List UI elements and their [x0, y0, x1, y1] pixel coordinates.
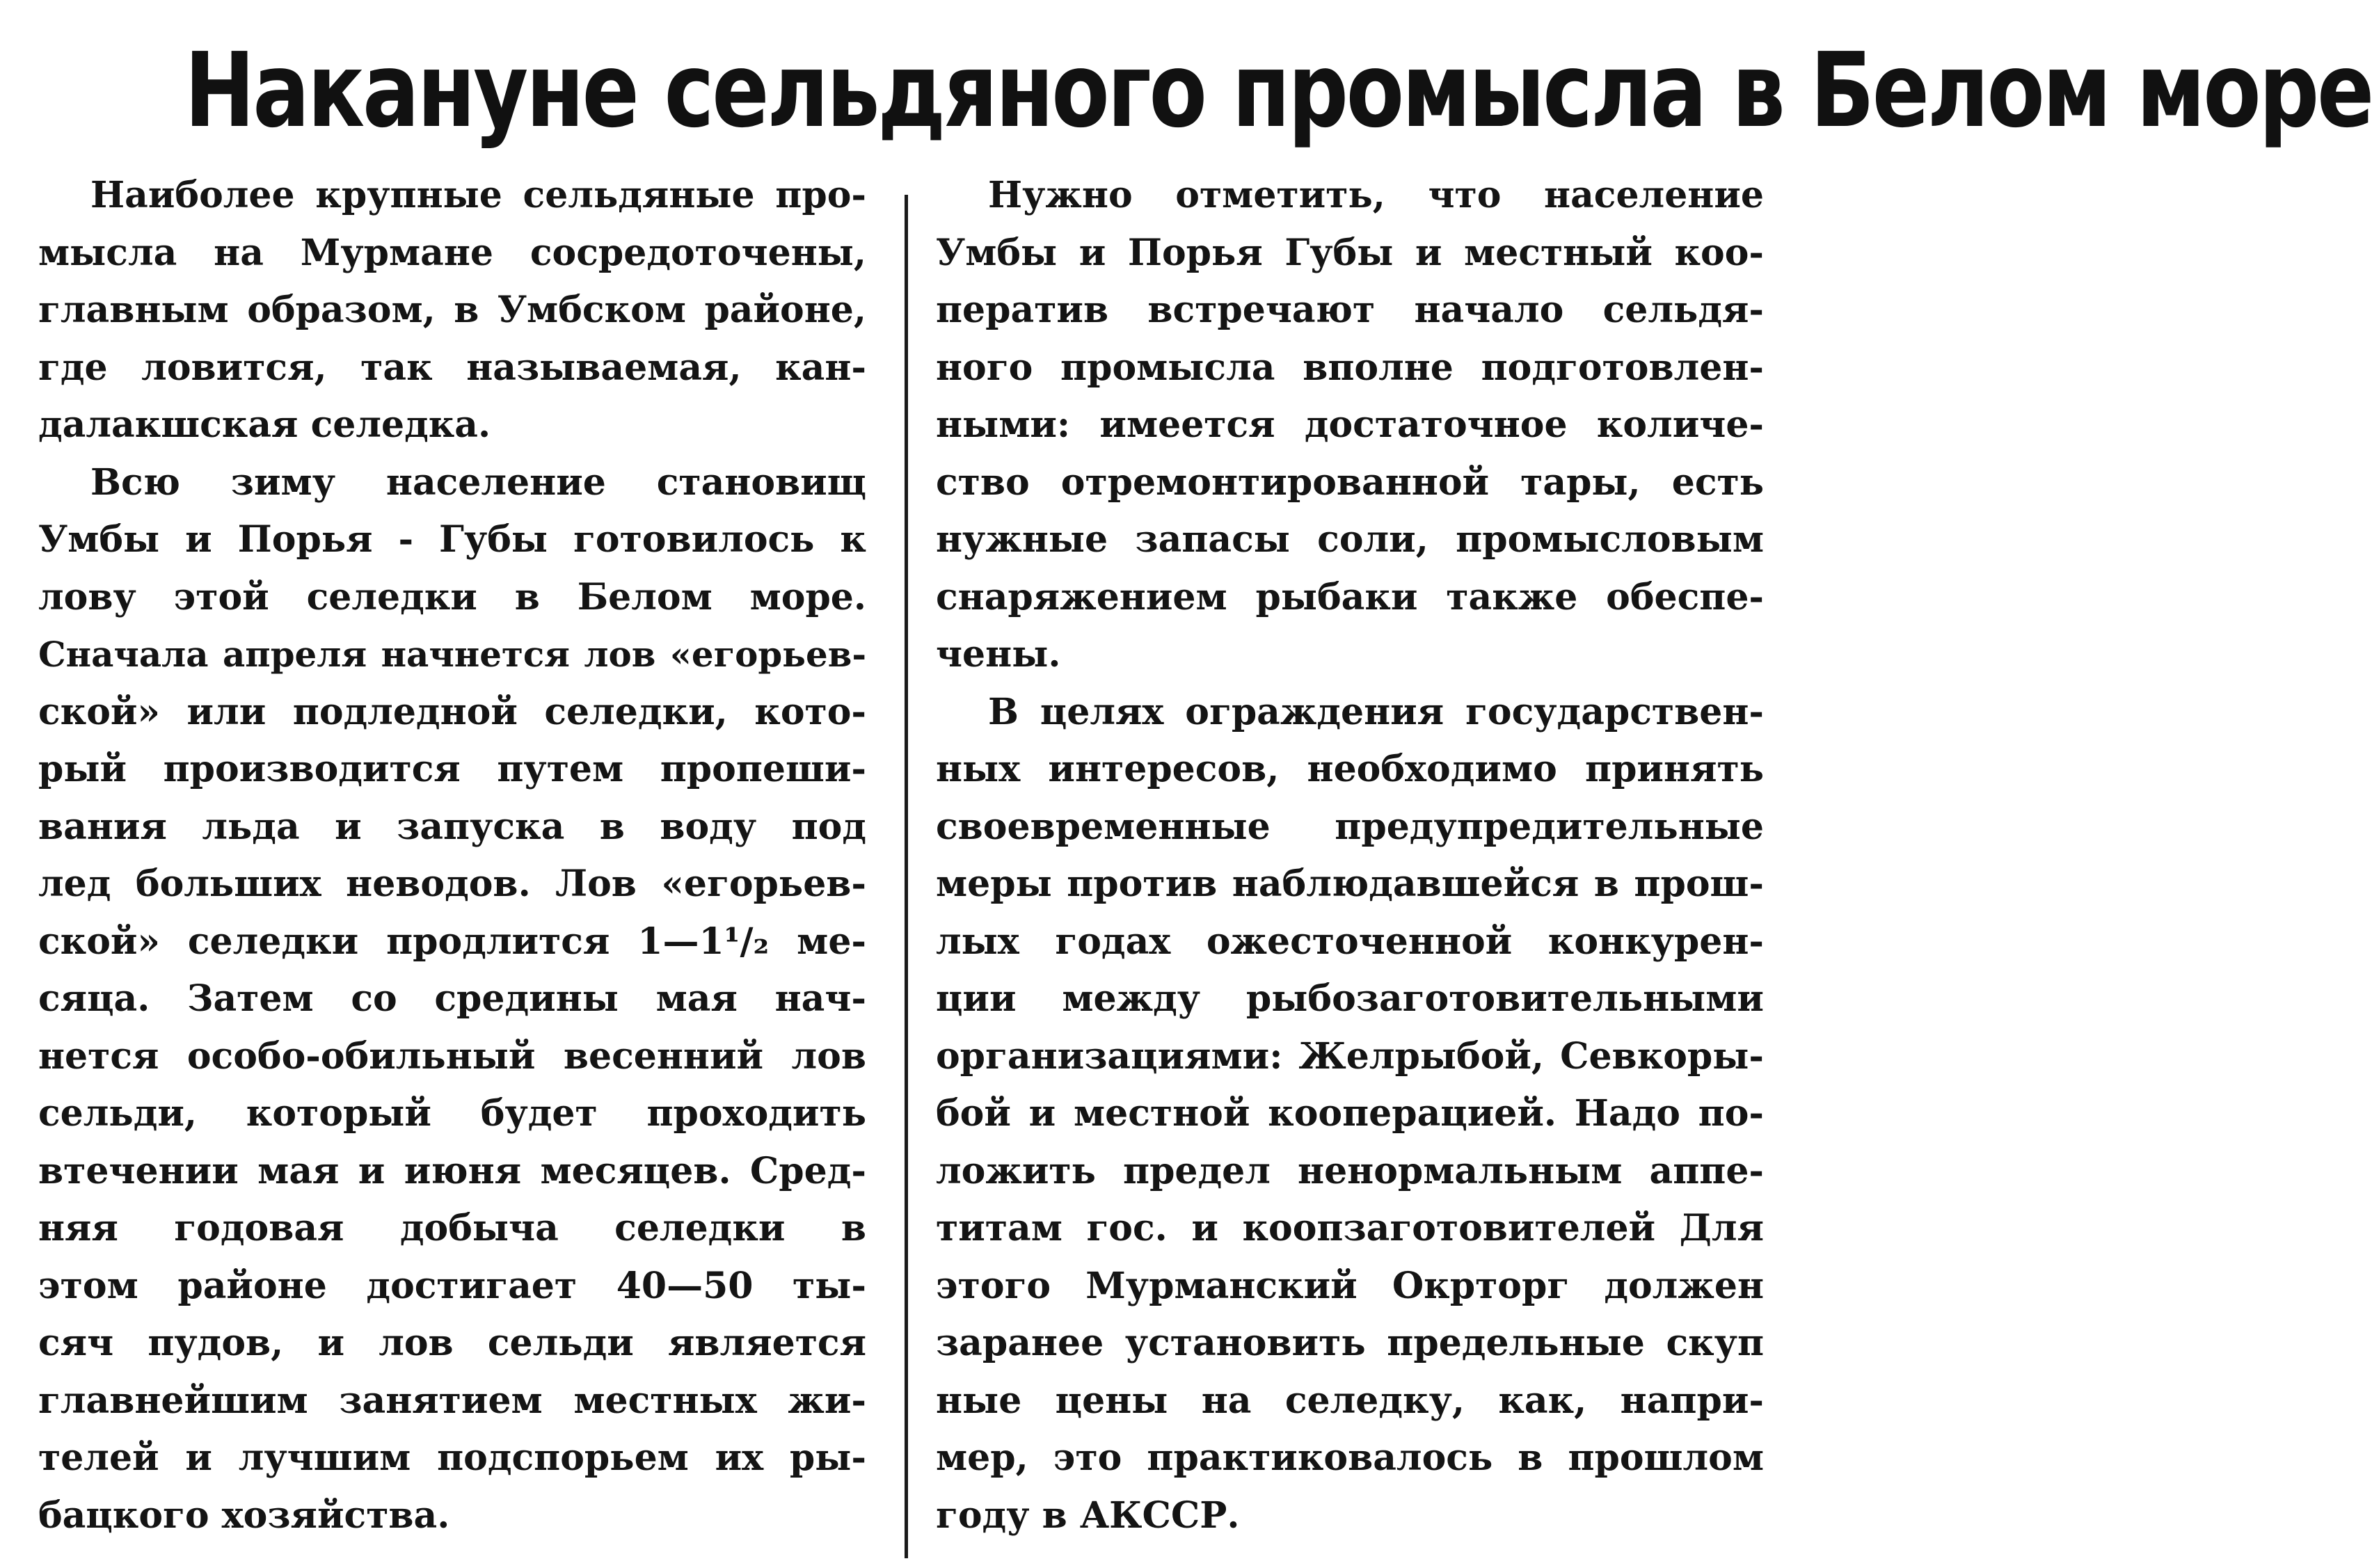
text-line: няя годовая добыча селедки в	[38, 1207, 866, 1249]
text-line: меры против наблюдавшейся в прош-	[936, 863, 1764, 905]
text-line: главным образом, в Умбском районе,	[38, 289, 866, 331]
text-line: Сначала апреля начнется лов «егорьев-	[38, 634, 866, 675]
text-line: сельди, который будет проходить	[38, 1092, 866, 1135]
text-line: мер, это практиковалось в прошлом	[936, 1437, 1764, 1479]
text-line: нужные запасы соли, промысловым	[936, 518, 1764, 561]
text-line: организациями: Желрыбой, Севкоры-	[936, 1034, 1764, 1078]
text-line: ного промысла вполне подготовлен-	[936, 346, 1764, 389]
text-line: далакшская селедка.	[38, 403, 491, 446]
text-line: ные цены на селедку, как, напри-	[936, 1379, 1764, 1422]
text-line: своевременные предупредительные	[936, 805, 1764, 848]
text-line: главнейшим занятием местных жи-	[38, 1379, 866, 1422]
text-line: Нужно отметить, что население	[988, 174, 1764, 216]
text-line: снаряжением рыбаки также обеспе-	[936, 575, 1764, 618]
text-line: Всю зиму население становищ	[90, 461, 866, 504]
text-line: этого Мурманский Окрторг должен	[936, 1264, 1764, 1307]
text-line: ных интересов, необходимо принять	[936, 748, 1764, 790]
text-line: ской» селедки продлится 1—1¹/₂ ме-	[38, 920, 866, 963]
text-line: Умбы и Порья - Губы готовилось к	[38, 518, 866, 561]
text-line: лову этой селедки в Белом море.	[38, 575, 866, 618]
text-line: титам гос. и коопзаготовителей Для	[936, 1207, 1764, 1249]
text-line: сяца. Затем со средины мая нач-	[38, 977, 866, 1020]
text-line: нется особо-обильный весенний лов	[38, 1034, 866, 1078]
text-line: где ловится, так называемая, кан-	[38, 346, 866, 389]
text-line: вания льда и запуска в воду под	[38, 805, 866, 848]
left-column	[38, 167, 866, 1544]
text-line: ской» или подледной селедки, кото-	[38, 690, 866, 733]
text-line: ство отремонтированной тары, есть	[936, 461, 1764, 504]
column-divider	[905, 195, 908, 1558]
headline: Накануне сельдяного промысла в Белом море	[184, 31, 2372, 150]
text-line: бой и местной кооперацией. Надо по-	[936, 1092, 1764, 1135]
text-line: ции между рыбозаготовительными	[936, 977, 1764, 1020]
text-line: Наиболее крупные сельдяные про-	[90, 174, 866, 216]
text-line: заранее установить предельные скуп	[936, 1322, 1764, 1364]
text-line: рый производится путем пропеши-	[38, 748, 866, 790]
text-line: телей и лучшим подспорьем их ры-	[38, 1437, 866, 1479]
text-line: втечении мая и июня месяцев. Сред-	[38, 1149, 866, 1192]
text-line: чены.	[936, 633, 1061, 675]
right-column	[936, 167, 1764, 1544]
text-line: лых годах ожесточенной конкурен-	[936, 920, 1764, 963]
text-line: лед больших неводов. Лов «егорьев-	[38, 863, 866, 905]
text-line: В целях ограждения государствен-	[988, 690, 1764, 733]
text-line: бацкого хозяйства.	[38, 1494, 450, 1537]
text-line: сяч пудов, и лов сельди является	[38, 1322, 866, 1364]
text-line: мысла на Мурмане сосредоточены,	[38, 231, 866, 274]
text-line: ператив встречают начало сельдя-	[936, 289, 1764, 331]
text-line: ными: имеется достаточное количе-	[936, 403, 1764, 446]
text-line: этом районе достигает 40—50 ты-	[38, 1264, 866, 1307]
text-line: ложить предел ненормальным аппе-	[936, 1149, 1764, 1192]
text-line: году в АКССР.	[936, 1494, 1240, 1537]
text-line: Умбы и Порья Губы и местный коо-	[936, 231, 1764, 274]
